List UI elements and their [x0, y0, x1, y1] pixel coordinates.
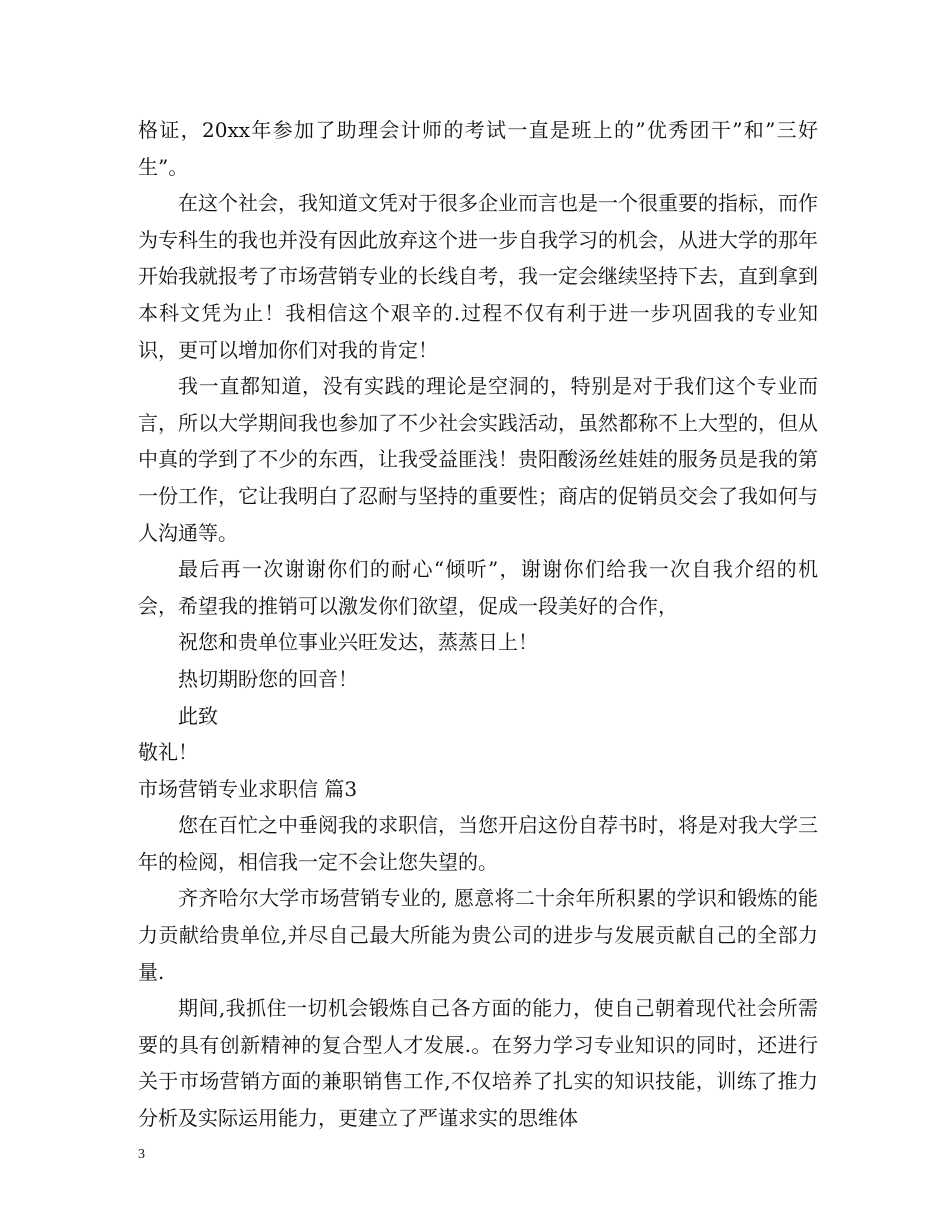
paragraph: 最后再一次谢谢你们的耐心“倾听”，谢谢你们给我一次自我介绍的机会，希望我的推销可以激发你们欲望，促成一段美好的合作， — [138, 557, 818, 618]
closing-expectation: 热切期盼您的回音！ — [178, 666, 358, 691]
closing-salutation: 此致 — [178, 703, 218, 728]
paragraph: 齐齐哈尔大学市场营销专业的, 愿意将二十余年所积累的学识和锻炼的能力贡献给贵单位,并尽自己最大所能为贵公司的进步与发展贡献自己的全部力量. — [138, 886, 818, 984]
document-body — [138, 112, 818, 1137]
paragraph: 您在百忙之中垂阅我的求职信，当您开启这份自荐书时，将是对我大学三年的检阅，相信我一定不会让您失望的。 — [138, 813, 818, 874]
section-heading: 市场营销专业求职信 篇3 — [138, 776, 358, 801]
closing-regards: 敬礼！ — [138, 740, 198, 765]
paragraph: 格证，20xx年参加了助理会计师的考试一直是班上的”优秀团干”和”三好生”。 — [138, 118, 818, 179]
paragraph: 期间,我抓住一切机会锻炼自己各方面的能力，使自己朝着现代社会所需要的具有创新精神的复合型人才发展.。在努力学习专业知识的同时，还进行关于市场营销方面的兼职销售工作,不仅培养了扎实的知识技能，训练了推力分析及实际运用能力，更建立了严谨求实的思维体 — [138, 996, 818, 1131]
paragraph: 在这个社会，我知道文凭对于很多企业而言也是一个很重要的指标，而作为专科生的我也并没有因此放弃这个进一步自我学习的机会，从进大学的那年开始我就报考了市场营销专业的长线自考，我一定会继续坚持下去，直到拿到本科文凭为止！我相信这个艰辛的.过程不仅有利于进一步巩固我的专业知识，更可以增加你们对我的肯定！ — [138, 191, 818, 362]
page-number: 3 — [138, 1147, 145, 1162]
paragraph: 我一直都知道，没有实践的理论是空洞的，特别是对于我们这个专业而言，所以大学期间我也参加了不少社会实践活动，虽然都称不上大型的，但从中真的学到了不少的东西，让我受益匪浅！贵阳酸汤丝娃娃的服务员是我的第一份工作，它让我明白了忍耐与坚持的重要性；商店的促销员交会了我如何与人沟通等。 — [138, 374, 818, 545]
closing-wish: 祝您和贵单位事业兴旺发达，蒸蒸日上！ — [178, 630, 538, 655]
